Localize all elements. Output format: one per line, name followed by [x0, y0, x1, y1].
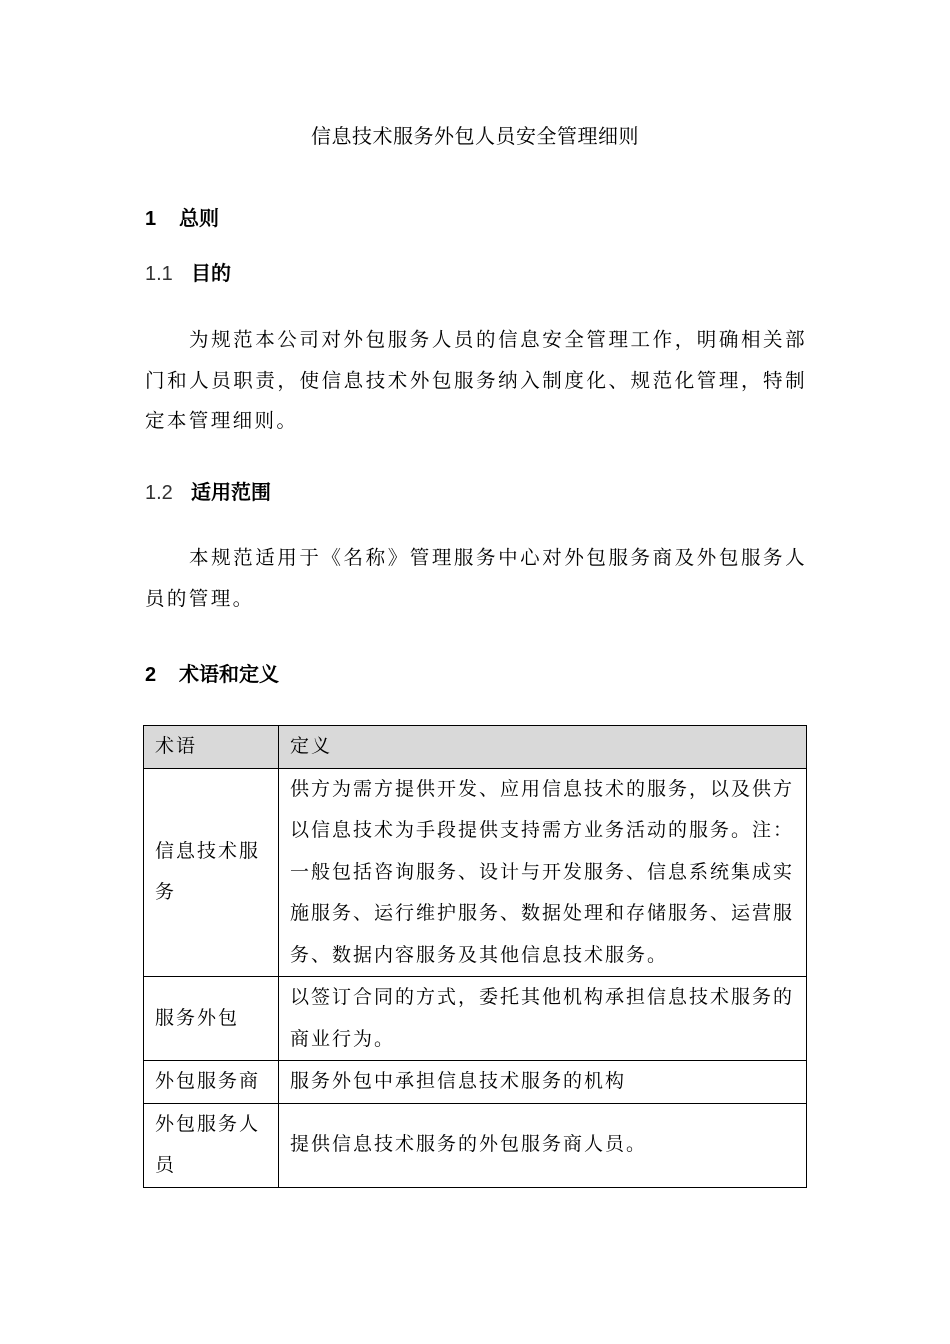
document-title: 信息技术服务外包人员安全管理细则: [311, 124, 639, 148]
section-number: 2: [145, 664, 157, 686]
table-header-row: [144, 726, 807, 769]
subsection-title: 目的: [191, 261, 231, 285]
definition-cell: 提供信息技术服务的外包服务商人员。: [279, 1103, 807, 1187]
section-number: 1: [145, 208, 157, 230]
term-cell: 信息技术服务: [144, 768, 279, 977]
terms-table: [143, 725, 807, 1188]
term-cell: 服务外包: [144, 977, 279, 1061]
table-row: [144, 768, 807, 977]
term-cell: 外包服务商: [144, 1061, 279, 1104]
scope-paragraph: 本规范适用于《名称》管理服务中心对外包服务商及外包服务人员的管理。: [145, 546, 807, 610]
subsection-title: 适用范围: [191, 480, 271, 504]
purpose-paragraph: 为规范本公司对外包服务人员的信息安全管理工作，明确相关部门和人员职责，使信息技术外包服务纳入制度化、规范化管理，特制定本管理细则。: [145, 328, 807, 432]
definition-cell: 供方为需方提供开发、应用信息技术的服务，以及供方以信息技术为手段提供支持需方业务活动的服务。注：一般包括咨询服务、设计与开发服务、信息系统集成实施服务、运行维护服务、数据处理和存储服务、运营服务、数据内容服务及其他信息技术服务。: [279, 768, 807, 977]
section-heading-general: [145, 202, 219, 231]
subsection-heading-scope: [145, 476, 271, 505]
subsection-number: 1.2: [145, 482, 173, 504]
table-header-definition: 定义: [279, 726, 807, 769]
table-row: [144, 977, 807, 1061]
table-row: [144, 1061, 807, 1104]
subsection-heading-purpose: [145, 257, 231, 286]
section-heading-terms: [145, 658, 279, 687]
definition-cell: 服务外包中承担信息技术服务的机构: [279, 1061, 807, 1104]
section-title: 总则: [179, 206, 219, 230]
table-header-term: 术语: [144, 726, 279, 769]
table-row: [144, 1103, 807, 1187]
section-title: 术语和定义: [179, 662, 279, 686]
term-cell: 外包服务人员: [144, 1103, 279, 1187]
definition-cell: 以签订合同的方式，委托其他机构承担信息技术服务的商业行为。: [279, 977, 807, 1061]
subsection-number: 1.1: [145, 263, 173, 285]
